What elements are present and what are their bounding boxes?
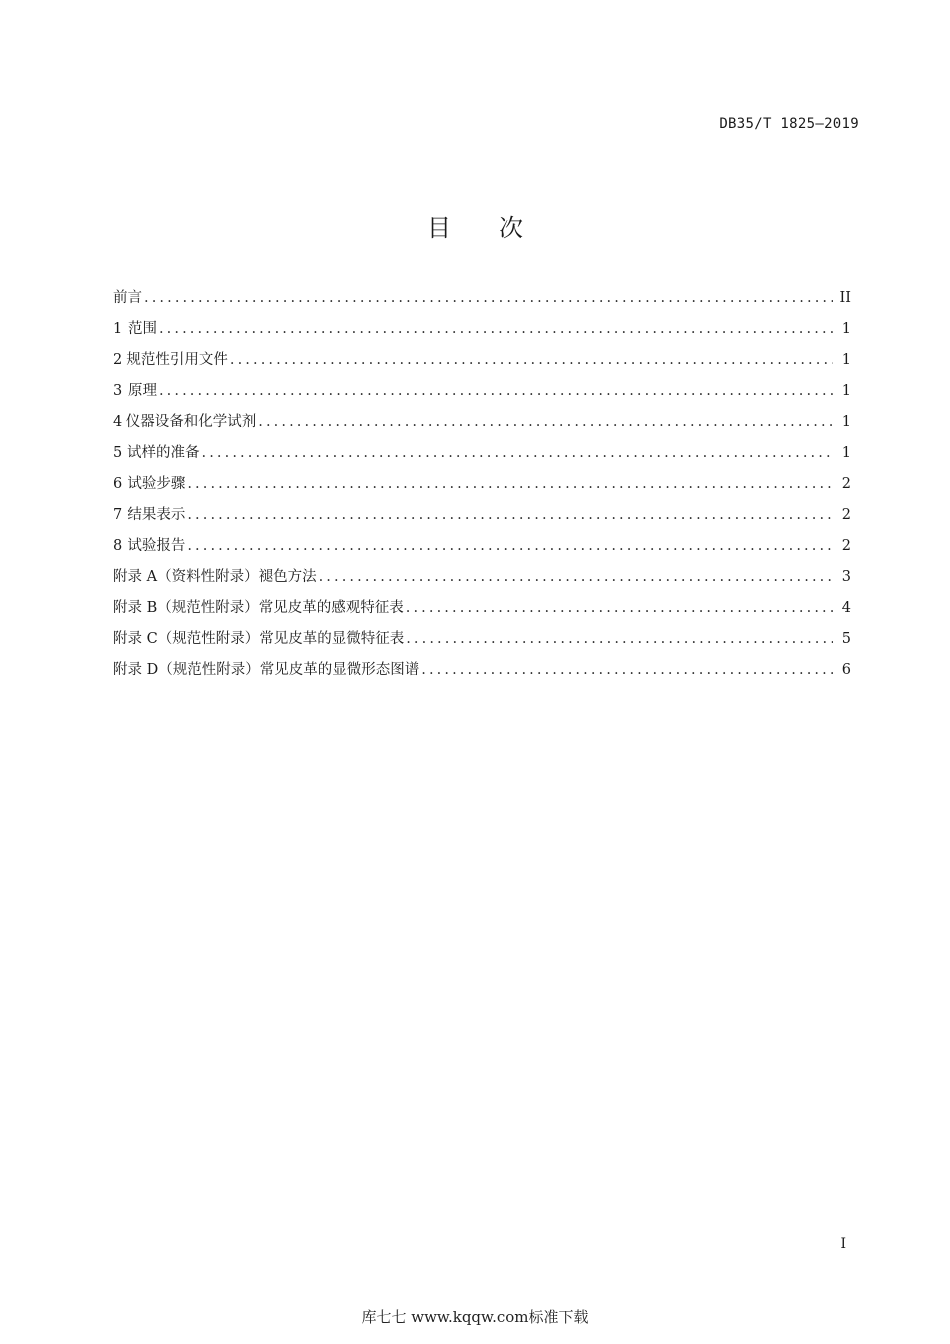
toc-leader-dots bbox=[187, 473, 833, 495]
toc-leader-dots bbox=[406, 628, 833, 650]
toc-entry-2[interactable] bbox=[113, 349, 851, 380]
toc-entry-label: 常见皮革的显微特征表 bbox=[259, 631, 405, 647]
toc-entry-label: 常见皮革的显微形态图谱 bbox=[259, 662, 420, 678]
toc-entry-4[interactable] bbox=[113, 411, 851, 442]
toc-annex-prefix: 附录 A（资料性附录） bbox=[113, 569, 259, 585]
toc-leader-dots bbox=[144, 287, 833, 309]
toc-entry-label: 试样的准备 bbox=[127, 445, 200, 461]
toc-entry-number: 7 bbox=[113, 507, 123, 523]
toc-entry-1[interactable] bbox=[113, 318, 851, 349]
page-title: 目 次 bbox=[427, 214, 523, 242]
toc-annex-prefix: 附录 C（规范性附录） bbox=[113, 631, 260, 647]
toc-entry-foreword[interactable] bbox=[113, 287, 851, 318]
toc-leader-dots bbox=[230, 349, 833, 371]
toc-entry-label: 规范性引用文件 bbox=[126, 352, 228, 368]
toc-leader-dots bbox=[421, 659, 833, 681]
toc-entry-3[interactable] bbox=[113, 380, 851, 411]
toc-entry-number: 5 bbox=[113, 445, 123, 461]
toc-entry-number: 1 bbox=[113, 321, 123, 337]
toc-leader-dots bbox=[159, 380, 833, 402]
toc-entry-page: 3 bbox=[841, 569, 851, 585]
toc-entry-8[interactable] bbox=[113, 535, 851, 566]
standard-number: DB35/T 1825—2019 bbox=[719, 116, 859, 132]
toc-entry-label: 原理 bbox=[127, 383, 157, 399]
toc-entry-page: 1 bbox=[841, 445, 851, 461]
toc-entry-5[interactable] bbox=[113, 442, 851, 473]
toc-leader-dots bbox=[258, 411, 833, 433]
toc-entry-page: 1 bbox=[841, 414, 851, 430]
toc-entry-page: 2 bbox=[841, 507, 851, 523]
toc-entry-page: 1 bbox=[841, 352, 851, 368]
toc-entry-label: 前言 bbox=[113, 290, 142, 306]
toc-entry-number: 3 bbox=[113, 383, 123, 399]
table-of-contents bbox=[113, 287, 851, 690]
toc-leader-dots bbox=[319, 566, 833, 588]
toc-annex-prefix: 附录 B（规范性附录） bbox=[113, 600, 259, 616]
page-number: I bbox=[840, 1236, 846, 1252]
toc-entry-label: 仪器设备和化学试剂 bbox=[125, 414, 257, 430]
toc-annex-prefix: 附录 D（规范性附录） bbox=[113, 662, 260, 678]
toc-entry-page: 5 bbox=[841, 631, 851, 647]
toc-leader-dots bbox=[159, 318, 833, 340]
toc-entry-label: 常见皮革的感观特征表 bbox=[258, 600, 404, 616]
toc-entry-number: 6 bbox=[113, 476, 123, 492]
toc-entry-page: 2 bbox=[841, 538, 851, 554]
toc-entry-page: 2 bbox=[841, 476, 851, 492]
toc-entry-number: 8 bbox=[113, 538, 123, 554]
toc-entry-6[interactable] bbox=[113, 473, 851, 504]
toc-entry-label: 试验报告 bbox=[127, 538, 186, 554]
toc-entry-number: 2 bbox=[113, 352, 123, 368]
toc-entry-7[interactable] bbox=[113, 504, 851, 535]
toc-entry-page: 1 bbox=[841, 383, 851, 399]
toc-entry-page: 6 bbox=[841, 662, 851, 678]
toc-entry-page: 1 bbox=[841, 321, 851, 337]
toc-entry-label: 褪色方法 bbox=[258, 569, 317, 585]
toc-entry-annex-c[interactable] bbox=[113, 628, 851, 659]
toc-entry-annex-a[interactable] bbox=[113, 566, 851, 597]
toc-leader-dots bbox=[202, 442, 833, 464]
toc-entry-annex-d[interactable] bbox=[113, 659, 851, 690]
toc-entry-label: 试验步骤 bbox=[127, 476, 186, 492]
toc-leader-dots bbox=[406, 597, 833, 619]
toc-entry-number: 4 bbox=[113, 414, 123, 430]
toc-leader-dots bbox=[187, 504, 833, 526]
toc-entry-annex-b[interactable] bbox=[113, 597, 851, 628]
toc-leader-dots bbox=[187, 535, 833, 557]
toc-entry-page: 4 bbox=[841, 600, 851, 616]
footer-watermark: 库七七 www.kqqw.com标准下载 bbox=[361, 1308, 589, 1326]
toc-entry-label: 范围 bbox=[127, 321, 157, 337]
toc-entry-label: 结果表示 bbox=[127, 507, 186, 523]
toc-entry-page: II bbox=[839, 290, 851, 306]
